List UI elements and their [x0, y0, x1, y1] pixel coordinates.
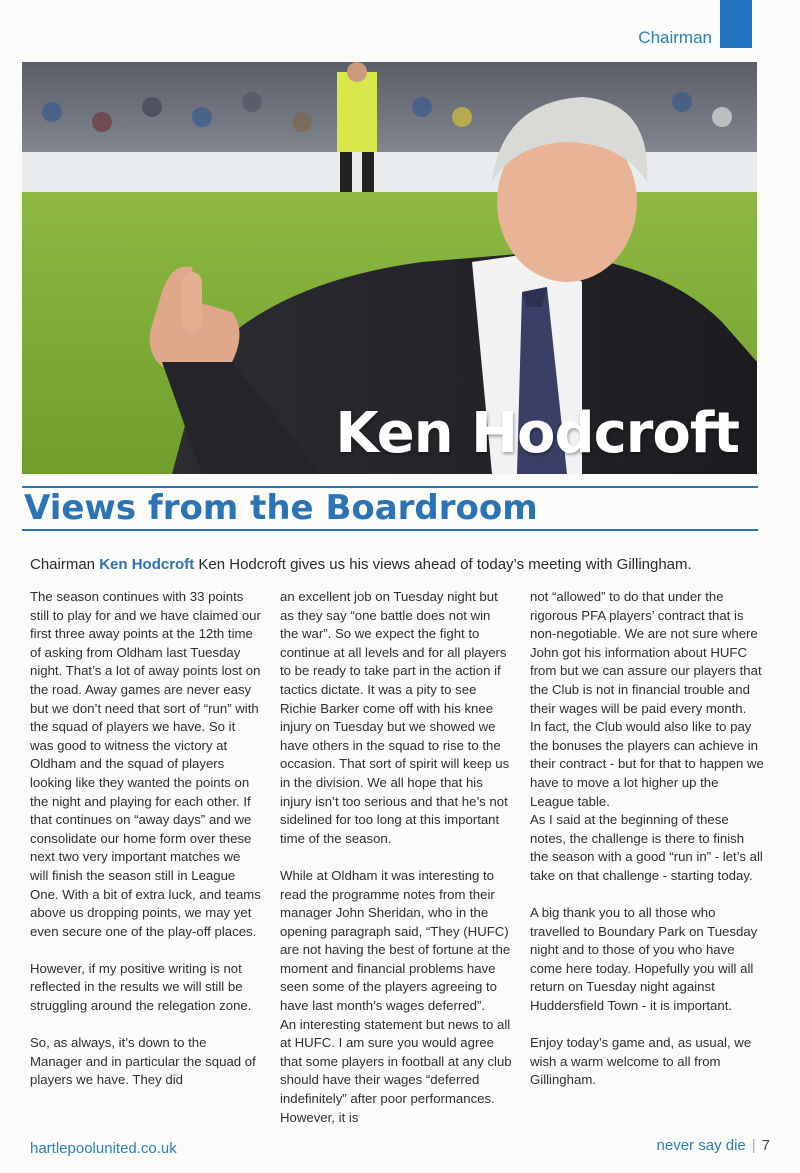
paragraph: The season continues with 33 points still to play for and we have claimed our first three away points at the 12th time of asking from Oldham last Tuesday night. That’s a lot of away points lost on the road. Away games are never easy but we don’t need that sort of “run” with the squad of players we have. So it was good to witness the victory at Oldham and the squad of players looking like they wanted the points on the night and playing for each other. If that continues on “away days” and we consolidate our home form over these next two very important matches we will finish the season still in League One. With a bit of extra luck, and teams above us dropping points, we may yet even secure one of the play-off places.	[30, 589, 261, 939]
paragraph: In fact, the Club would also like to pay the bonuses the players can achieve in their contract - but for that to happen we have to move a lot higher up the League table.	[530, 719, 764, 809]
paragraph: An interesting statement but news to all at HUFC. I am sure you would agree that some players in football at any club should have their wages “deferred indefinitely” after poor performances. However, it is	[280, 1016, 512, 1125]
paragraph: So, as always, it’s down to the Manager and in particular the squad of players we have. They did	[30, 1035, 256, 1088]
intro-rest: Ken Hodcroft gives us his views ahead of today’s meeting with Gillingham.	[198, 556, 692, 573]
intro-name: Ken Hodcroft	[99, 556, 195, 573]
headline-bottom-rule	[22, 529, 758, 531]
hero-name-overlay: Ken Hodcroft	[335, 401, 739, 466]
article-intro	[30, 556, 770, 573]
intro-prefix: Chairman	[30, 556, 96, 573]
paragraph: As I said at the beginning of these notes, the challenge is there to finish the season with a good “run in” - let’s all take on that challenge - starting today.	[530, 812, 763, 883]
footer-separator: |	[751, 1137, 756, 1154]
paragraph: While at Oldham it was interesting to read the programme notes from their manager John Sheridan, who in the opening paragraph said, “They (HUFC) are not having the best of fortune at the moment and financial problems have seen some of the players agreeing to have last month’s wages deferred”.	[280, 867, 511, 1014]
article-column-3	[530, 588, 766, 1090]
section-tab-marker	[720, 0, 752, 48]
paragraph: an excellent job on Tuesday night but as they say “one battle does not win the war”. So we expect the fight to continue at all levels and for all players to be ready to take part in the action if tactics dictate. It was a pity to see Richie Barker come off with his knee injury on Tuesday but we showed we have others in the squad to rise to the occasion. That sort of spirit will keep us in the division. We all hope that his injury isn’t too serious and that he’s not sidelined for too long at this important time of the season.	[280, 589, 510, 846]
section-label: Chairman	[638, 28, 712, 47]
article-column-2	[280, 588, 512, 1127]
paragraph: not “allowed” to do that under the rigorous PFA players’ contract that is non-negotiable. We are not sure where John got his information about HUFC from but we can assure our players that the Club is not in financial trouble and their wages will be paid every month.	[530, 589, 762, 716]
article-column-1	[30, 588, 262, 1090]
hero-photo	[22, 62, 757, 474]
paragraph: A big thank you to all those who travelled to Boundary Park on Tuesday night and to those of you who have come here today. Hopefully you will all return on Tuesday night against Huddersfield Town - it is important.	[530, 905, 758, 1014]
paragraph: However, if my positive writing is not reflected in the results we will still be struggling around the relegation zone.	[30, 960, 252, 1014]
paragraph: Enjoy today’s game and, as usual, we wish a warm welcome to all from Gillingham.	[530, 1035, 752, 1088]
footer-page-info	[657, 1137, 770, 1154]
article-headline: Views from the Boardroom	[24, 488, 538, 528]
footer-motto: never say die	[656, 1137, 746, 1154]
page-number: 7	[761, 1137, 770, 1154]
footer-website: hartlepoolunited.co.uk	[30, 1140, 177, 1157]
